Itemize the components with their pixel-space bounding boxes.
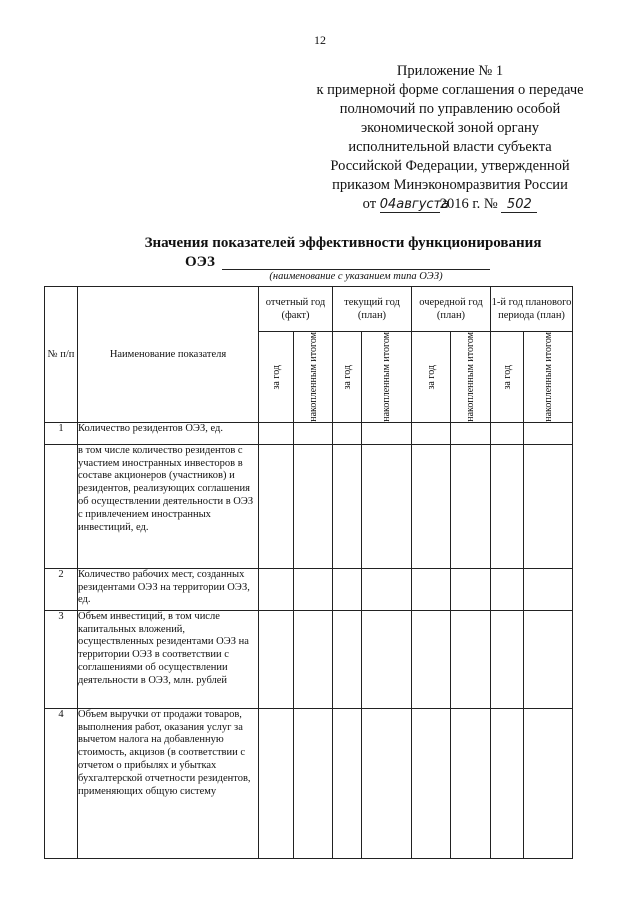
value-cell — [451, 444, 491, 568]
value-cell — [491, 708, 524, 858]
value-cell — [451, 422, 491, 444]
header-sub-cumulative: накопленным итогом — [524, 332, 573, 423]
header-sub-cumulative: накопленным итогом — [451, 332, 491, 423]
appendix-line: приказом Минэкономразвития России — [332, 177, 568, 193]
row-number: 2 — [45, 568, 78, 610]
appendix-line: исполнительной власти субъекта — [348, 139, 552, 155]
value-cell — [362, 610, 412, 708]
appendix-line: полномочий по управлению особой — [339, 101, 561, 117]
header-sub-cumulative: накопленным итогом — [294, 332, 333, 423]
value-cell — [333, 444, 362, 568]
appendix-line: экономической зоной органу — [360, 120, 540, 136]
value-cell — [524, 444, 573, 568]
value-cell — [412, 610, 451, 708]
row-number: 3 — [45, 610, 78, 708]
value-cell — [412, 568, 451, 610]
value-cell — [451, 568, 491, 610]
value-cell — [412, 422, 451, 444]
header-sub-year: за год — [333, 332, 362, 423]
header-group-next-year: очередной год (план) — [412, 287, 491, 332]
header-group-current-year: текущий год (план) — [333, 287, 412, 332]
value-cell — [412, 444, 451, 568]
header-sub-year: за год — [491, 332, 524, 423]
value-cell — [333, 422, 362, 444]
value-cell — [362, 444, 412, 568]
value-cell — [333, 610, 362, 708]
table-row — [45, 444, 573, 568]
value-cell — [451, 708, 491, 858]
value-cell — [259, 568, 294, 610]
table-row — [45, 422, 573, 444]
value-cell — [333, 568, 362, 610]
value-cell — [294, 610, 333, 708]
value-cell — [259, 422, 294, 444]
header-group-reporting-year: отчетный год (факт) — [259, 287, 333, 332]
appendix-line: Приложение № 1 — [396, 63, 504, 79]
appendix-header — [300, 62, 600, 214]
indicator-name: Объем выручки от продажи товаров, выполнения работ, оказания услуг за вычетом налога на добавленную стоимость, акцизов (в соответствии с отчетом о прибылях и убытках бухгалтерской отчетности резидентов, применяющих общую систему — [78, 708, 259, 858]
value-cell — [524, 708, 573, 858]
value-cell — [259, 708, 294, 858]
header-indicator-name: Наименование показателя — [78, 287, 259, 423]
row-number: 4 — [45, 708, 78, 858]
handwritten-date: 04августа — [379, 197, 450, 212]
value-cell — [259, 444, 294, 568]
table-row — [45, 610, 573, 708]
value-cell — [412, 708, 451, 858]
value-cell — [294, 568, 333, 610]
table-row — [45, 708, 573, 858]
header-sub-cumulative: накопленным итогом — [362, 332, 412, 423]
value-cell — [451, 610, 491, 708]
value-cell — [362, 568, 412, 610]
indicator-name: Количество резидентов ОЭЗ, ед. — [78, 422, 259, 444]
header-sub-year: за год — [412, 332, 451, 423]
value-cell — [524, 568, 573, 610]
oez-name-hint: (наименование с указанием типа ОЭЗ) — [269, 271, 443, 282]
indicator-name: Количество рабочих мест, созданных резидентами ОЭЗ на территории ОЭЗ, ед. — [78, 568, 259, 610]
value-cell — [294, 444, 333, 568]
value-cell — [524, 610, 573, 708]
value-cell — [491, 444, 524, 568]
row-number: 1 — [45, 422, 78, 444]
appendix-date-line — [300, 195, 600, 214]
value-cell — [294, 708, 333, 858]
page-number: 12 — [314, 33, 326, 47]
value-cell — [362, 422, 412, 444]
value-cell — [491, 568, 524, 610]
row-number — [45, 444, 78, 568]
year-text: 2016 г. № — [439, 196, 498, 212]
date-prefix: от — [362, 196, 377, 212]
value-cell — [294, 422, 333, 444]
value-cell — [491, 610, 524, 708]
table-row — [45, 568, 573, 610]
appendix-line: к примерной форме соглашения о передаче — [316, 82, 584, 98]
indicators-table — [44, 286, 573, 859]
value-cell — [491, 422, 524, 444]
handwritten-number: 502 — [501, 198, 537, 213]
indicator-name: Объем инвестиций, в том числе капитальных вложений, осуществленных резидентами ОЭЗ на территории ОЭЗ в соответствии с соглашениями об осуществлении деятельности в ОЭЗ, млн. рублей — [78, 610, 259, 708]
header-group-planning-year: 1-й год планового периода (план) — [491, 287, 573, 332]
value-cell — [362, 708, 412, 858]
value-cell — [259, 610, 294, 708]
oez-label: ОЭЗ — [185, 254, 215, 270]
header-num: № п/п — [45, 287, 78, 423]
appendix-line: Российской Федерации, утвержденной — [330, 158, 570, 174]
table-title: Значения показателей эффективности функционирования — [144, 235, 542, 251]
header-sub-year: за год — [259, 332, 294, 423]
indicator-name: в том числе количество резидентов с участием иностранных инвесторов в составе акционеров (участников) и резидентов, реализующих соглашения об осуществлении деятельности в ОЭЗ с привлечением иностранных инвестиций, ед. — [78, 444, 259, 568]
oez-name-blank — [222, 269, 490, 270]
value-cell — [524, 422, 573, 444]
value-cell — [333, 708, 362, 858]
